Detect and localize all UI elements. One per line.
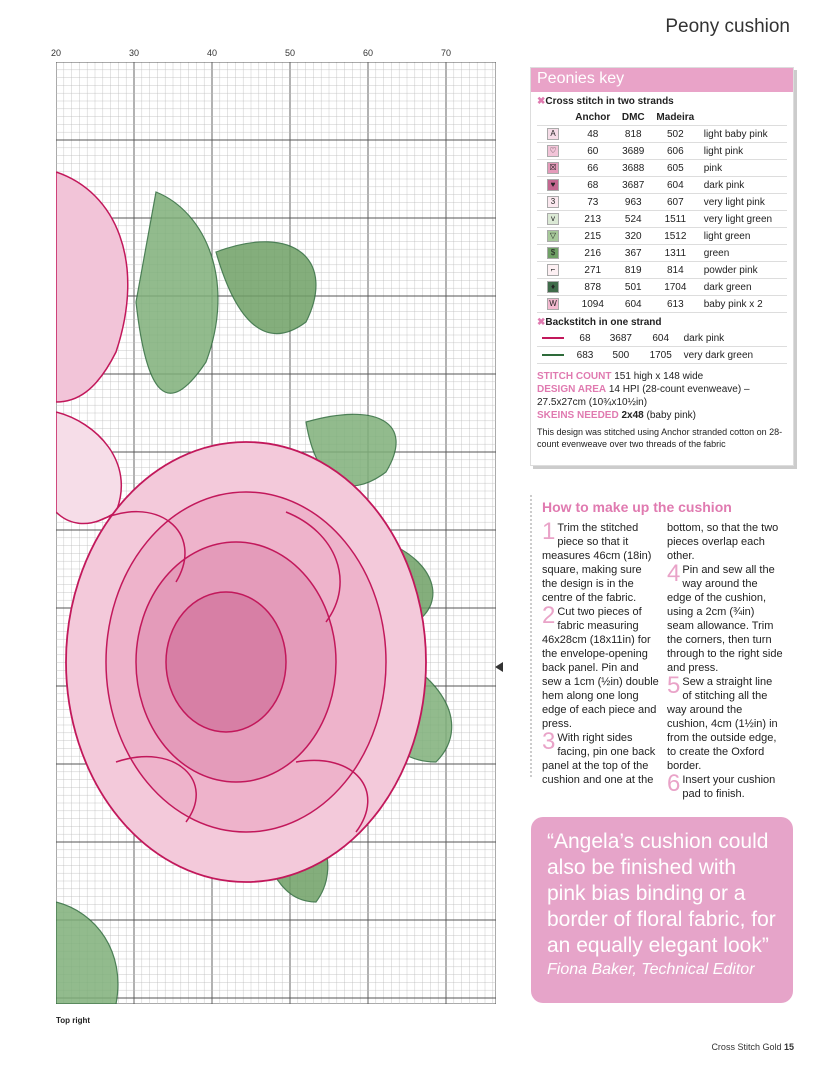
key-row xyxy=(537,245,787,262)
pull-quote xyxy=(531,817,793,1003)
stitch-count: STITCH COUNT 151 high x 148 wide xyxy=(537,371,704,382)
colour-name: pink xyxy=(701,160,787,177)
step-number: 4 xyxy=(667,560,681,587)
colour-name: light pink xyxy=(701,143,787,160)
page-title: Peony cushion xyxy=(665,16,790,37)
col-madeira: Madeira xyxy=(650,109,701,126)
dmc-code: 3688 xyxy=(617,160,650,177)
madeira-code: 605 xyxy=(650,160,701,177)
madeira-code: 604 xyxy=(641,330,681,347)
madeira-code: 1512 xyxy=(650,228,701,245)
dmc-code: 963 xyxy=(617,194,650,211)
dmc-code: 500 xyxy=(601,347,641,364)
colour-name: dark pink xyxy=(681,330,787,347)
step-number: 3 xyxy=(542,728,556,755)
madeira-code: 1511 xyxy=(650,211,701,228)
howto-section xyxy=(530,495,794,800)
anchor-code: 1094 xyxy=(569,296,617,313)
madeira-code: 502 xyxy=(650,126,701,143)
axis-label: 20 xyxy=(50,48,62,58)
symbol-swatch: ♥ xyxy=(537,177,569,194)
howto-step: 6 Insert your cushion pad to finish. xyxy=(667,770,776,800)
symbol-swatch: 3 xyxy=(537,194,569,211)
design-area: DESIGN AREA 14 HPI (28-count evenweave) – 27.5x27cm (10¾x10½in) xyxy=(537,384,750,408)
symbol-swatch: ☒ xyxy=(537,160,569,177)
howto-step-continued: bottom, so that the two pieces overlap each other. xyxy=(667,522,779,562)
key-row xyxy=(537,143,787,160)
howto-col-2 xyxy=(667,521,784,801)
col-anchor: Anchor xyxy=(569,109,617,126)
axis-label: 60 xyxy=(362,48,374,58)
axis-label: 70 xyxy=(440,48,452,58)
key-row xyxy=(537,211,787,228)
anchor-code: 216 xyxy=(569,245,617,262)
backstitch-row xyxy=(537,330,787,347)
backstitch-table xyxy=(537,330,787,364)
dmc-code: 524 xyxy=(617,211,650,228)
center-marker-icon xyxy=(495,662,503,672)
dmc-code: 367 xyxy=(617,245,650,262)
dmc-code: 604 xyxy=(617,296,650,313)
step-number: 6 xyxy=(667,770,681,797)
madeira-code: 613 xyxy=(650,296,701,313)
symbol-swatch: ⌐ xyxy=(537,262,569,279)
backstitch-line-icon xyxy=(537,330,569,347)
key-row xyxy=(537,279,787,296)
key-row xyxy=(537,194,787,211)
anchor-code: 66 xyxy=(569,160,617,177)
anchor-code: 213 xyxy=(569,211,617,228)
axis-label: 50 xyxy=(284,48,296,58)
howto-step: 1 Trim the stitched piece so that it measures 46cm (18in) square, making sure the design is in the centre of the fabric. xyxy=(542,518,652,604)
backstitch-heading: ✖Backstitch in one strand xyxy=(537,317,662,328)
colour-name: light green xyxy=(701,228,787,245)
cross-icon: ✖ xyxy=(537,317,546,328)
dmc-code: 320 xyxy=(617,228,650,245)
chart-axis-labels xyxy=(50,48,496,62)
madeira-code: 606 xyxy=(650,143,701,160)
anchor-code: 215 xyxy=(569,228,617,245)
page-folio: Cross Stitch Gold 15 xyxy=(711,1042,794,1052)
key-row xyxy=(537,296,787,313)
colour-name: baby pink x 2 xyxy=(701,296,787,313)
symbol-swatch: $ xyxy=(537,245,569,262)
key-row xyxy=(537,228,787,245)
peonies-key-panel xyxy=(530,67,794,466)
howto-title: How to make up the cushion xyxy=(542,499,732,515)
axis-label: 40 xyxy=(206,48,218,58)
quote-text: “Angela’s cushion could also be finished with pink bias binding or a border of floral fabric, for an equally elegant look” xyxy=(547,830,776,957)
quote-author: Fiona Baker, Technical Editor xyxy=(547,961,755,978)
key-row xyxy=(537,262,787,279)
colour-name: very light pink xyxy=(701,194,787,211)
step-number: 1 xyxy=(542,518,556,545)
howto-col-1 xyxy=(542,518,659,801)
colour-name: very dark green xyxy=(681,347,787,364)
axis-label: 30 xyxy=(128,48,140,58)
anchor-code: 73 xyxy=(569,194,617,211)
symbol-swatch: A xyxy=(537,126,569,143)
dmc-code: 818 xyxy=(617,126,650,143)
skeins-needed: SKEINS NEEDED 2x48 (baby pink) xyxy=(537,410,696,421)
chart-caption: Top right xyxy=(56,1016,91,1025)
cross-stitch-chart xyxy=(56,62,496,1004)
cross-stitch-heading: ✖Cross stitch in two strands xyxy=(537,96,674,107)
colour-name: dark pink xyxy=(701,177,787,194)
anchor-code: 48 xyxy=(569,126,617,143)
madeira-code: 1311 xyxy=(650,245,701,262)
colour-name: green xyxy=(701,245,787,262)
symbol-swatch: ♦ xyxy=(537,279,569,296)
symbol-swatch: ▽ xyxy=(537,228,569,245)
madeira-code: 604 xyxy=(650,177,701,194)
backstitch-row xyxy=(537,347,787,364)
dmc-code: 3687 xyxy=(617,177,650,194)
colour-name: light baby pink xyxy=(701,126,787,143)
howto-step: 2 Cut two pieces of fabric measuring 46x28cm (18x11in) for the envelope-opening back panel. Pin and sew a 1cm (½in) double hem along one long edge of each piece and press. xyxy=(542,602,659,730)
madeira-code: 1705 xyxy=(641,347,681,364)
howto-step: 5 Sew a straight line of stitching all the way around the cushion, 4cm (1½in) in from the outside edge, to create the Oxford border. xyxy=(667,672,778,772)
dmc-code: 3689 xyxy=(617,143,650,160)
col-dmc: DMC xyxy=(617,109,650,126)
anchor-code: 271 xyxy=(569,262,617,279)
step-number: 2 xyxy=(542,602,556,629)
madeira-code: 814 xyxy=(650,262,701,279)
symbol-swatch: W xyxy=(537,296,569,313)
colour-name: dark green xyxy=(701,279,787,296)
anchor-code: 878 xyxy=(569,279,617,296)
anchor-code: 683 xyxy=(569,347,601,364)
colour-name: very light green xyxy=(701,211,787,228)
step-number: 5 xyxy=(667,672,681,699)
key-title: Peonies key xyxy=(531,68,793,92)
cross-icon: ✖ xyxy=(537,96,546,107)
dmc-code: 819 xyxy=(617,262,650,279)
backstitch-line-icon xyxy=(537,347,569,364)
madeira-code: 607 xyxy=(650,194,701,211)
key-row xyxy=(537,126,787,143)
howto-step: 3 With right sides facing, pin one back panel at the top of the cushion and one at the xyxy=(542,728,656,786)
anchor-code: 68 xyxy=(569,330,601,347)
symbol-swatch: ♡ xyxy=(537,143,569,160)
symbol-swatch: v xyxy=(537,211,569,228)
cross-stitch-table xyxy=(537,109,787,313)
key-row xyxy=(537,160,787,177)
key-row xyxy=(537,177,787,194)
chart-grid xyxy=(56,62,496,1004)
madeira-code: 1704 xyxy=(650,279,701,296)
anchor-code: 68 xyxy=(569,177,617,194)
howto-step: 4 Pin and sew all the way around the edge of the cushion, using a 2cm (¾in) seam allowance. Trim the corners, then turn through to the right side and press. xyxy=(667,560,783,674)
key-note: This design was stitched using Anchor stranded cotton on 28-count evenweave over two threads of the fabric xyxy=(537,427,783,449)
dmc-code: 501 xyxy=(617,279,650,296)
colour-name: powder pink xyxy=(701,262,787,279)
anchor-code: 60 xyxy=(569,143,617,160)
dmc-code: 3687 xyxy=(601,330,641,347)
